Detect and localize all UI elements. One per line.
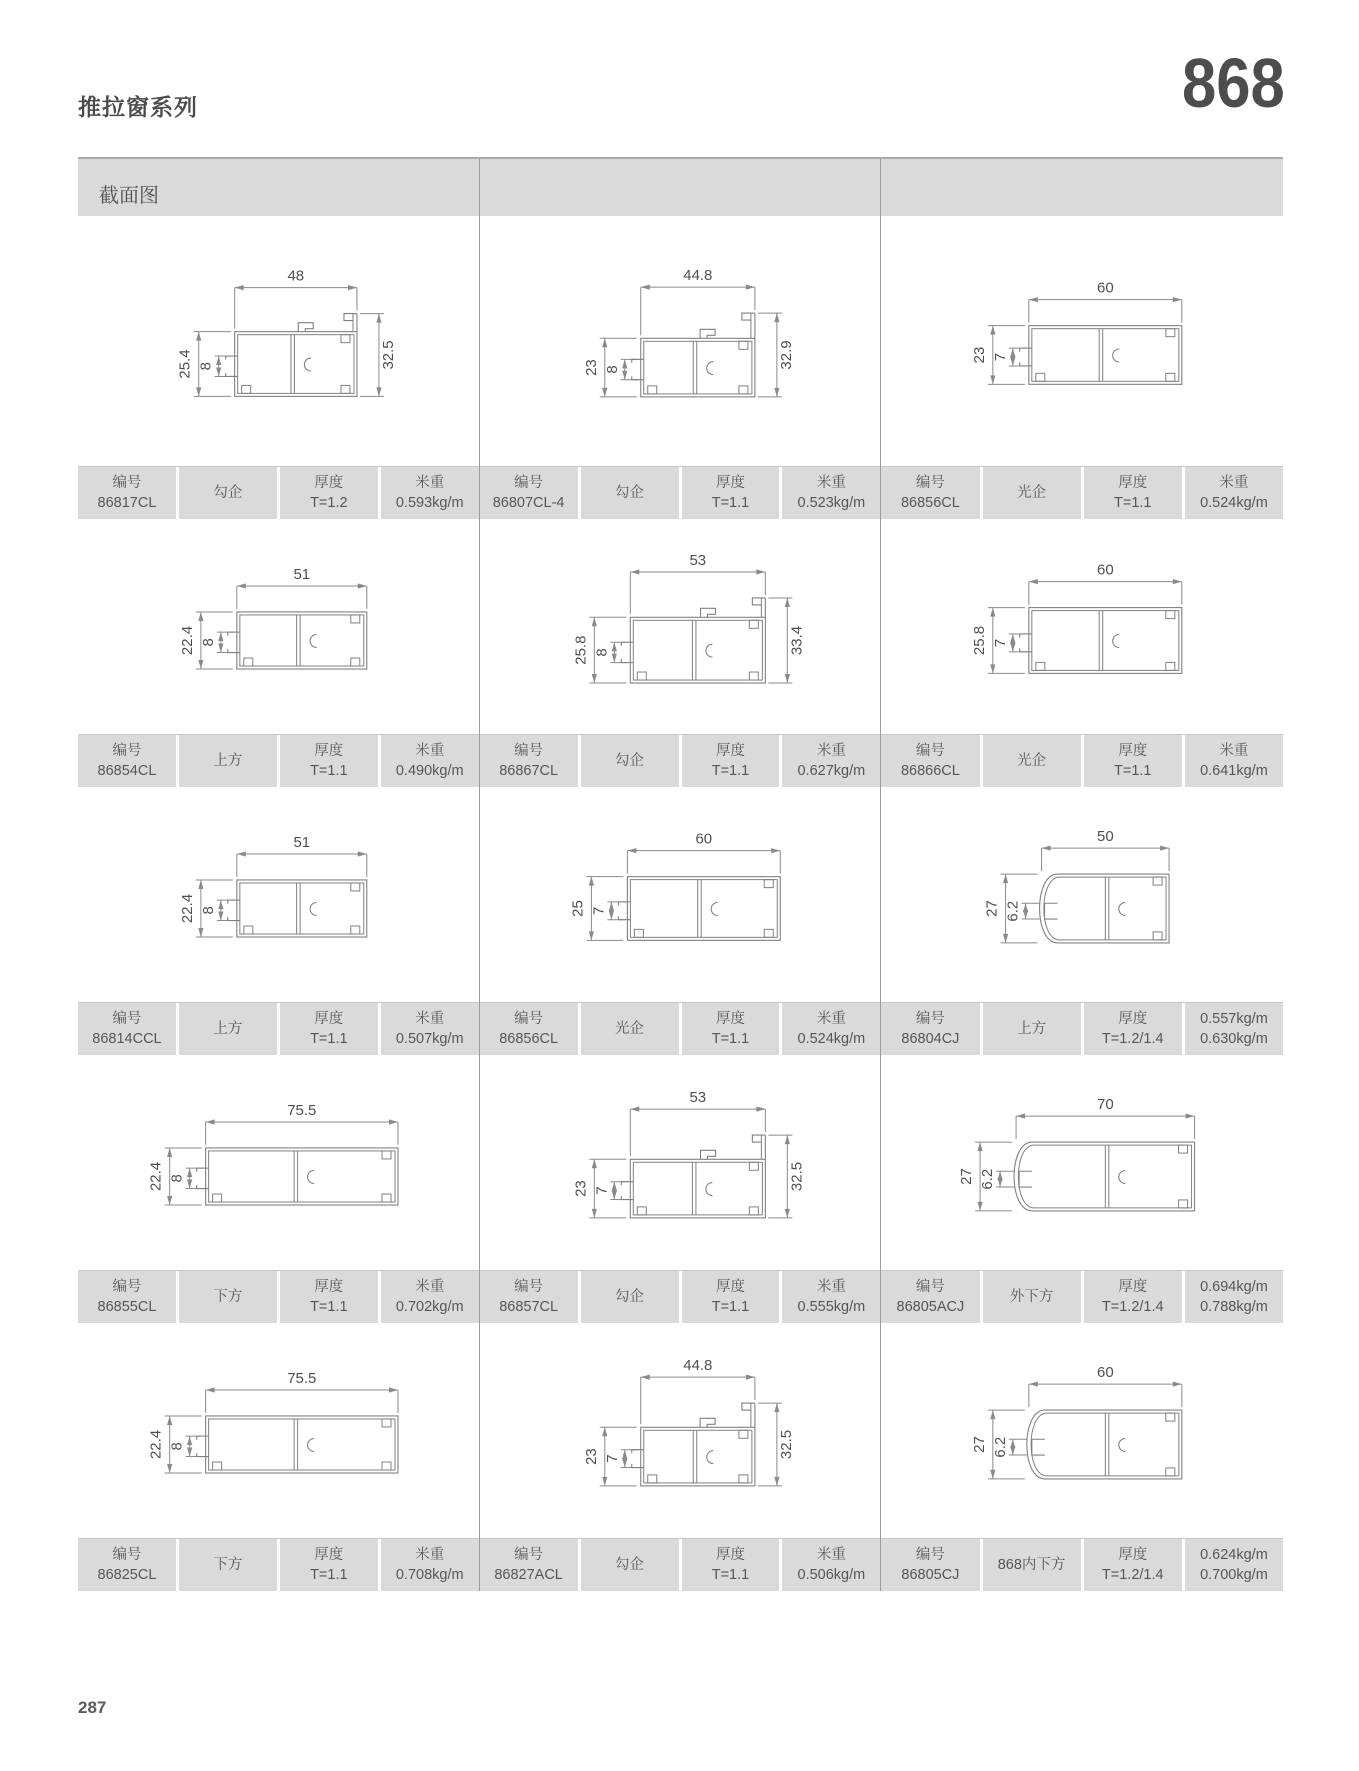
thickness-cell	[1084, 1003, 1182, 1055]
thickness-label: 厚度	[1118, 1011, 1148, 1027]
code-label: 编号	[915, 1011, 945, 1027]
cross-section-drawing	[78, 1055, 479, 1270]
profile-cell	[78, 1055, 480, 1323]
profile-cell	[881, 519, 1283, 787]
table-header-cell-empty	[881, 159, 1283, 216]
cross-section-svg	[881, 216, 1283, 466]
code-value: 86807CL-4	[492, 495, 565, 511]
thickness-cell	[682, 735, 780, 787]
weight-value: 0.506kg/m	[797, 1567, 866, 1583]
code-label: 编号	[915, 1279, 945, 1295]
code-cell	[480, 467, 578, 519]
thickness-cell	[280, 467, 378, 519]
thickness-cell	[280, 1271, 378, 1323]
code-value: 86857CL	[499, 1299, 559, 1315]
type-cell	[581, 1271, 679, 1323]
cross-section-svg	[78, 1055, 479, 1270]
weight-cell	[381, 1271, 479, 1323]
weight-value: 0.524kg/m	[1200, 495, 1268, 511]
series-title: 推拉窗系列	[78, 94, 198, 120]
thickness-label: 厚度	[715, 743, 745, 759]
svg-text:75.5: 75.5	[287, 1101, 317, 1119]
profile-cell	[881, 1323, 1283, 1591]
thickness-label: 厚度	[314, 1547, 344, 1563]
info-bar	[881, 1538, 1283, 1591]
thickness-cell	[682, 1003, 780, 1055]
thickness-value: T=1.2/1.4	[1101, 1031, 1164, 1047]
svg-text:70: 70	[1097, 1096, 1114, 1114]
svg-text:50: 50	[1097, 828, 1114, 846]
code-cell	[881, 1539, 979, 1591]
code-value: 86855CL	[97, 1299, 157, 1315]
svg-text:27: 27	[958, 1168, 976, 1185]
profile-table	[78, 157, 1283, 1591]
code-value: 86856CL	[499, 1031, 559, 1047]
svg-text:27: 27	[971, 1436, 989, 1453]
weight-value: 0.694kg/m	[1200, 1279, 1268, 1295]
svg-text:7: 7	[992, 352, 1010, 362]
svg-text:8: 8	[592, 648, 610, 657]
svg-text:8: 8	[603, 365, 621, 374]
thickness-value: T=1.1	[310, 1031, 348, 1047]
thickness-value: T=1.2	[310, 495, 348, 511]
type-value: 868内下方	[997, 1557, 1066, 1573]
type-value: 勾企	[615, 1289, 645, 1305]
weight-label: 米重	[415, 475, 445, 491]
weight-value: 0.593kg/m	[395, 495, 464, 511]
svg-text:32.5: 32.5	[777, 1429, 795, 1460]
weight-cell	[381, 467, 479, 519]
thickness-label: 厚度	[1118, 475, 1148, 491]
info-bar	[881, 1270, 1283, 1323]
cross-section-svg	[480, 1323, 881, 1538]
code-cell	[881, 735, 979, 787]
code-value: 86804CJ	[901, 1031, 960, 1047]
cross-section-drawing	[480, 787, 881, 1002]
svg-text:25.8: 25.8	[571, 635, 589, 665]
svg-text:60: 60	[1097, 279, 1114, 297]
thickness-label: 厚度	[314, 1011, 344, 1027]
cross-section-drawing	[480, 1323, 881, 1538]
info-bar	[881, 1002, 1283, 1055]
profile-cell	[480, 1323, 882, 1591]
thickness-label: 厚度	[715, 1279, 745, 1295]
weight-label: 米重	[816, 1011, 846, 1027]
svg-text:53: 53	[689, 1089, 706, 1107]
weight-cell	[381, 1003, 479, 1055]
weight-cell	[782, 735, 880, 787]
thickness-value: T=1.1	[711, 1031, 750, 1047]
series-number: 868	[1182, 44, 1285, 122]
svg-text:25.8: 25.8	[971, 625, 989, 656]
info-bar	[480, 1538, 881, 1591]
type-cell	[179, 735, 277, 787]
svg-text:53: 53	[689, 551, 706, 569]
cross-section-drawing	[78, 216, 479, 466]
type-cell	[179, 1003, 277, 1055]
thickness-value: T=1.1	[711, 763, 750, 779]
weight-cell	[782, 467, 880, 519]
svg-text:6.2: 6.2	[992, 1436, 1010, 1458]
type-value: 勾企	[615, 753, 645, 769]
type-cell	[983, 467, 1081, 519]
cross-section-svg	[480, 1055, 881, 1270]
profile-cell	[78, 1323, 480, 1591]
code-value: 86867CL	[499, 763, 559, 779]
thickness-value: T=1.1	[310, 1567, 348, 1583]
svg-text:25: 25	[569, 900, 587, 917]
thickness-cell	[1084, 1539, 1182, 1591]
code-cell	[78, 1539, 176, 1591]
profile-cell	[78, 787, 480, 1055]
code-cell	[78, 1271, 176, 1323]
code-label: 编号	[112, 1547, 142, 1563]
cross-section-drawing	[480, 519, 881, 734]
weight-value: 0.624kg/m	[1200, 1547, 1268, 1563]
thickness-cell	[1084, 1271, 1182, 1323]
thickness-value: T=1.1	[310, 1299, 348, 1315]
code-value: 86805CJ	[901, 1567, 960, 1583]
code-label: 编号	[514, 1279, 544, 1295]
code-label: 编号	[112, 1279, 142, 1295]
thickness-label: 厚度	[715, 475, 745, 491]
thickness-label: 厚度	[715, 1011, 745, 1027]
type-cell	[581, 1539, 679, 1591]
profile-cell	[480, 519, 882, 787]
info-bar	[78, 734, 479, 787]
thickness-cell	[280, 1539, 378, 1591]
cross-section-drawing	[480, 216, 881, 466]
type-value: 光企	[1017, 753, 1047, 769]
weight-cell	[782, 1003, 880, 1055]
weight-label: 米重	[816, 1279, 846, 1295]
type-cell	[179, 1271, 277, 1323]
weight-cell	[381, 735, 479, 787]
weight-label: 米重	[1219, 743, 1249, 759]
svg-text:8: 8	[168, 1174, 186, 1183]
profile-cell	[78, 216, 480, 519]
weight-cell	[381, 1539, 479, 1591]
code-label: 编号	[915, 475, 945, 491]
thickness-value: T=1.1	[711, 1567, 750, 1583]
cross-section-svg	[78, 1323, 479, 1538]
type-value: 下方	[213, 1557, 243, 1573]
svg-text:27: 27	[983, 900, 1001, 917]
cross-section-svg	[78, 519, 479, 734]
cross-section-svg	[881, 519, 1283, 734]
thickness-label: 厚度	[1118, 743, 1148, 759]
weight-value: 0.627kg/m	[797, 763, 866, 779]
page-header	[78, 40, 1285, 140]
type-value: 勾企	[213, 485, 243, 501]
svg-text:6.2: 6.2	[979, 1168, 997, 1190]
info-bar	[881, 466, 1283, 519]
svg-text:8: 8	[197, 362, 215, 371]
type-cell	[983, 735, 1081, 787]
profile-cell	[480, 216, 882, 519]
code-cell	[480, 735, 578, 787]
info-bar	[480, 466, 881, 519]
code-value: 86866CL	[900, 763, 960, 779]
svg-text:44.8: 44.8	[682, 267, 713, 285]
svg-text:51: 51	[293, 565, 311, 583]
info-bar	[78, 1538, 479, 1591]
weight-cell	[782, 1271, 880, 1323]
type-cell	[179, 1539, 277, 1591]
code-label: 编号	[112, 475, 142, 491]
thickness-cell	[682, 1539, 780, 1591]
type-cell	[983, 1539, 1081, 1591]
cross-section-svg	[78, 216, 479, 466]
svg-text:60: 60	[1097, 1364, 1114, 1382]
code-label: 编号	[915, 743, 945, 759]
type-cell	[581, 1003, 679, 1055]
type-value: 上方	[1017, 1021, 1047, 1037]
profile-cell	[480, 1055, 882, 1323]
weight-label: 米重	[816, 743, 846, 759]
info-bar	[480, 1002, 881, 1055]
code-label: 编号	[514, 475, 544, 491]
svg-text:23: 23	[571, 1180, 589, 1197]
cross-section-drawing	[881, 216, 1283, 466]
section-header-label: 截面图	[99, 185, 159, 207]
svg-text:7: 7	[592, 1186, 610, 1195]
section-header-cell	[78, 159, 480, 216]
type-value: 勾企	[615, 485, 645, 501]
weight-label: 米重	[415, 743, 445, 759]
type-cell	[581, 467, 679, 519]
cross-section-drawing	[881, 519, 1283, 734]
weight-cell	[1185, 1003, 1283, 1055]
code-value: 86825CL	[97, 1567, 157, 1583]
weight-cell	[1185, 735, 1283, 787]
code-cell	[78, 735, 176, 787]
weight-value: 0.708kg/m	[395, 1567, 464, 1583]
svg-text:6.2: 6.2	[1004, 900, 1022, 922]
thickness-value: T=1.1	[310, 763, 348, 779]
code-label: 编号	[514, 743, 544, 759]
type-value: 勾企	[615, 1557, 645, 1573]
svg-text:7: 7	[603, 1454, 621, 1463]
weight-value: 0.555kg/m	[797, 1299, 866, 1315]
code-cell	[881, 1271, 979, 1323]
cross-section-svg	[78, 787, 479, 1002]
code-label: 编号	[915, 1547, 945, 1563]
cross-section-svg	[480, 216, 881, 466]
cross-section-drawing	[480, 1055, 881, 1270]
info-bar	[78, 1002, 479, 1055]
code-value: 86827ACL	[494, 1567, 563, 1583]
thickness-label: 厚度	[314, 475, 344, 491]
thickness-label: 厚度	[1118, 1547, 1148, 1563]
info-bar	[78, 1270, 479, 1323]
code-value: 86817CL	[97, 495, 157, 511]
weight-label: 米重	[415, 1279, 445, 1295]
info-bar	[78, 466, 479, 519]
table-header-cell-empty	[480, 159, 882, 216]
svg-text:32.9: 32.9	[777, 340, 795, 370]
weight-value: 0.557kg/m	[1200, 1011, 1268, 1027]
svg-text:32.5: 32.5	[787, 1161, 805, 1192]
table-body	[78, 216, 1283, 1591]
svg-text:23: 23	[582, 1448, 600, 1465]
weight-value: 0.524kg/m	[797, 1031, 866, 1047]
svg-text:75.5: 75.5	[287, 1369, 317, 1387]
weight-value-2: 0.788kg/m	[1200, 1299, 1268, 1315]
code-cell	[78, 467, 176, 519]
code-value: 86854CL	[97, 763, 157, 779]
type-cell	[983, 1003, 1081, 1055]
weight-value: 0.702kg/m	[395, 1299, 464, 1315]
weight-label: 米重	[415, 1011, 445, 1027]
table-header-row	[78, 157, 1283, 216]
weight-value: 0.641kg/m	[1200, 763, 1268, 779]
profile-cell	[881, 1055, 1283, 1323]
code-cell	[881, 1003, 979, 1055]
thickness-value: T=1.2/1.4	[1101, 1299, 1164, 1315]
type-cell	[581, 735, 679, 787]
cross-section-drawing	[78, 787, 479, 1002]
svg-text:32.5: 32.5	[379, 340, 397, 370]
svg-text:23: 23	[971, 346, 989, 364]
type-value: 外下方	[1009, 1289, 1054, 1305]
type-cell	[983, 1271, 1081, 1323]
svg-text:48: 48	[287, 267, 305, 285]
code-label: 编号	[514, 1547, 544, 1563]
type-value: 光企	[615, 1021, 645, 1037]
thickness-label: 厚度	[314, 1279, 344, 1295]
weight-value-2: 0.700kg/m	[1200, 1567, 1268, 1583]
thickness-cell	[280, 735, 378, 787]
svg-text:22.4: 22.4	[147, 1161, 165, 1192]
weight-label: 米重	[816, 475, 846, 491]
thickness-value: T=1.1	[711, 1299, 750, 1315]
code-value: 86856CL	[900, 495, 960, 511]
svg-text:60: 60	[695, 830, 712, 848]
code-value: 86805ACJ	[896, 1299, 965, 1315]
code-cell	[78, 1003, 176, 1055]
thickness-label: 厚度	[715, 1547, 745, 1563]
svg-text:8: 8	[199, 906, 217, 915]
svg-text:23: 23	[582, 359, 600, 376]
code-value: 86814CCL	[92, 1031, 162, 1047]
code-cell	[881, 467, 979, 519]
cross-section-svg	[881, 787, 1283, 1002]
info-bar	[480, 734, 881, 787]
thickness-cell	[682, 467, 780, 519]
code-cell	[480, 1003, 578, 1055]
cross-section-drawing	[881, 1055, 1283, 1270]
thickness-value: T=1.1	[711, 495, 750, 511]
code-label: 编号	[112, 743, 142, 759]
profile-cell	[881, 216, 1283, 519]
svg-text:7: 7	[590, 906, 608, 915]
type-cell	[179, 467, 277, 519]
thickness-label: 厚度	[1118, 1279, 1148, 1295]
weight-value: 0.523kg/m	[797, 495, 866, 511]
cross-section-svg	[881, 1055, 1283, 1270]
cross-section-svg	[480, 787, 881, 1002]
svg-text:44.8: 44.8	[682, 1357, 713, 1375]
code-cell	[480, 1271, 578, 1323]
thickness-cell	[1084, 735, 1182, 787]
svg-text:33.4: 33.4	[787, 625, 805, 656]
cross-section-svg	[881, 1323, 1283, 1538]
svg-text:25.4: 25.4	[176, 349, 194, 379]
cross-section-drawing	[881, 1323, 1283, 1538]
info-bar	[881, 734, 1283, 787]
svg-text:51: 51	[293, 833, 311, 851]
thickness-cell	[1084, 467, 1182, 519]
weight-value: 0.490kg/m	[395, 763, 464, 779]
svg-text:22.4: 22.4	[147, 1429, 165, 1460]
svg-text:60: 60	[1097, 561, 1114, 579]
weight-label: 米重	[415, 1547, 445, 1563]
weight-cell	[1185, 1271, 1283, 1323]
info-bar	[480, 1270, 881, 1323]
type-value: 光企	[1017, 485, 1047, 501]
profile-cell	[480, 787, 882, 1055]
cross-section-svg	[480, 519, 881, 734]
svg-text:8: 8	[168, 1442, 186, 1451]
svg-text:22.4: 22.4	[178, 625, 196, 656]
weight-cell	[1185, 1539, 1283, 1591]
cross-section-drawing	[78, 1323, 479, 1538]
weight-cell	[1185, 467, 1283, 519]
weight-label: 米重	[816, 1547, 846, 1563]
svg-text:8: 8	[199, 638, 217, 647]
svg-text:22.4: 22.4	[178, 893, 196, 924]
cross-section-drawing	[78, 519, 479, 734]
thickness-label: 厚度	[314, 743, 344, 759]
code-label: 编号	[112, 1011, 142, 1027]
thickness-cell	[682, 1271, 780, 1323]
type-value: 上方	[213, 753, 243, 769]
page-number: 287	[78, 1698, 107, 1717]
thickness-value: T=1.1	[1114, 763, 1152, 779]
thickness-cell	[280, 1003, 378, 1055]
weight-value-2: 0.630kg/m	[1200, 1031, 1268, 1047]
profile-cell	[78, 519, 480, 787]
thickness-value: T=1.2/1.4	[1101, 1567, 1164, 1583]
thickness-value: T=1.1	[1114, 495, 1152, 511]
cross-section-drawing	[881, 787, 1283, 1002]
type-value: 下方	[213, 1289, 243, 1305]
weight-label: 米重	[1219, 475, 1249, 491]
type-value: 上方	[213, 1021, 243, 1037]
weight-value: 0.507kg/m	[395, 1031, 464, 1047]
code-cell	[480, 1539, 578, 1591]
profile-cell	[881, 787, 1283, 1055]
svg-text:7: 7	[992, 638, 1010, 648]
weight-cell	[782, 1539, 880, 1591]
code-label: 编号	[514, 1011, 544, 1027]
